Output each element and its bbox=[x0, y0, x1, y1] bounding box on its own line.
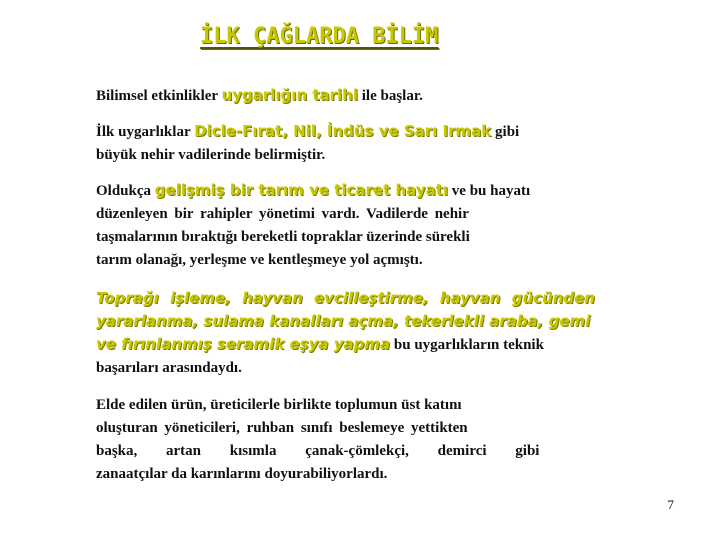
p1-text-before: Bilimsel etkinlikler bbox=[96, 88, 222, 104]
p4-highlight-line-3: ve fırınlanmış seramik eşya yapma bbox=[96, 335, 391, 353]
paragraph-1 bbox=[96, 84, 636, 108]
paragraph-4 bbox=[96, 287, 636, 380]
paragraph-3 bbox=[96, 179, 636, 272]
p3-highlight: gelişmiş bir tarım ve ticaret hayatı bbox=[154, 181, 449, 199]
p4-line-4: başarıları arasındaydı. bbox=[96, 360, 242, 376]
p1-highlight: uygarlığın tarihi bbox=[221, 86, 358, 104]
p1-text-after: ile başlar. bbox=[358, 88, 423, 104]
p3-line-3: taşmalarının bıraktığı bereketli topraklar üzerinde sürekli bbox=[96, 229, 470, 245]
p3-text-before: Oldukça bbox=[96, 183, 155, 199]
p3-line-2: düzenleyen bir rahipler yönetimi vardı. Vadilerde nehir bbox=[96, 206, 469, 222]
p3-text-after: ve bu hayatı bbox=[448, 183, 531, 199]
p2-highlight: Dicle-Fırat, Nil, İndüs ve Sarı Irmak bbox=[194, 122, 492, 140]
p2-text-before: İlk uygarlıklar bbox=[96, 124, 195, 140]
p2-line-2: büyük nehir vadilerinde belirmiştir. bbox=[96, 147, 326, 163]
p4-text-after: bu uygarlıkların teknik bbox=[390, 337, 544, 353]
p4-highlight-line-2: yararlanma, sulama kanalları açma, tekerlekli araba, gemi bbox=[96, 312, 591, 330]
paragraph-5 bbox=[96, 394, 636, 486]
p5-line-2: oluşturan yöneticileri, ruhban sınıfı beslemeye yettikten bbox=[96, 420, 468, 436]
paragraph-2 bbox=[96, 120, 636, 167]
p3-line-4: tarım olanağı, yerleşme ve kentleşmeye yol açmıştı. bbox=[96, 252, 423, 268]
page-number: 7 bbox=[667, 497, 674, 512]
p5-line-4: zanaatçılar da karınlarını doyurabiliyorlardı. bbox=[96, 466, 388, 482]
p5-line-3: başka, artan kısımla çanak-çömlekçi, demirci gibi bbox=[96, 443, 540, 459]
slide-title: İLK ÇAĞLARDA BİLİM bbox=[200, 24, 439, 49]
p2-text-after: gibi bbox=[491, 124, 520, 140]
p4-highlight-line-1: Toprağı işleme, hayvan evcilleştirme, hayvan gücünden bbox=[96, 289, 595, 307]
p5-line-1: Elde edilen ürün, üreticilerle birlikte toplumun üst katını bbox=[96, 397, 462, 413]
